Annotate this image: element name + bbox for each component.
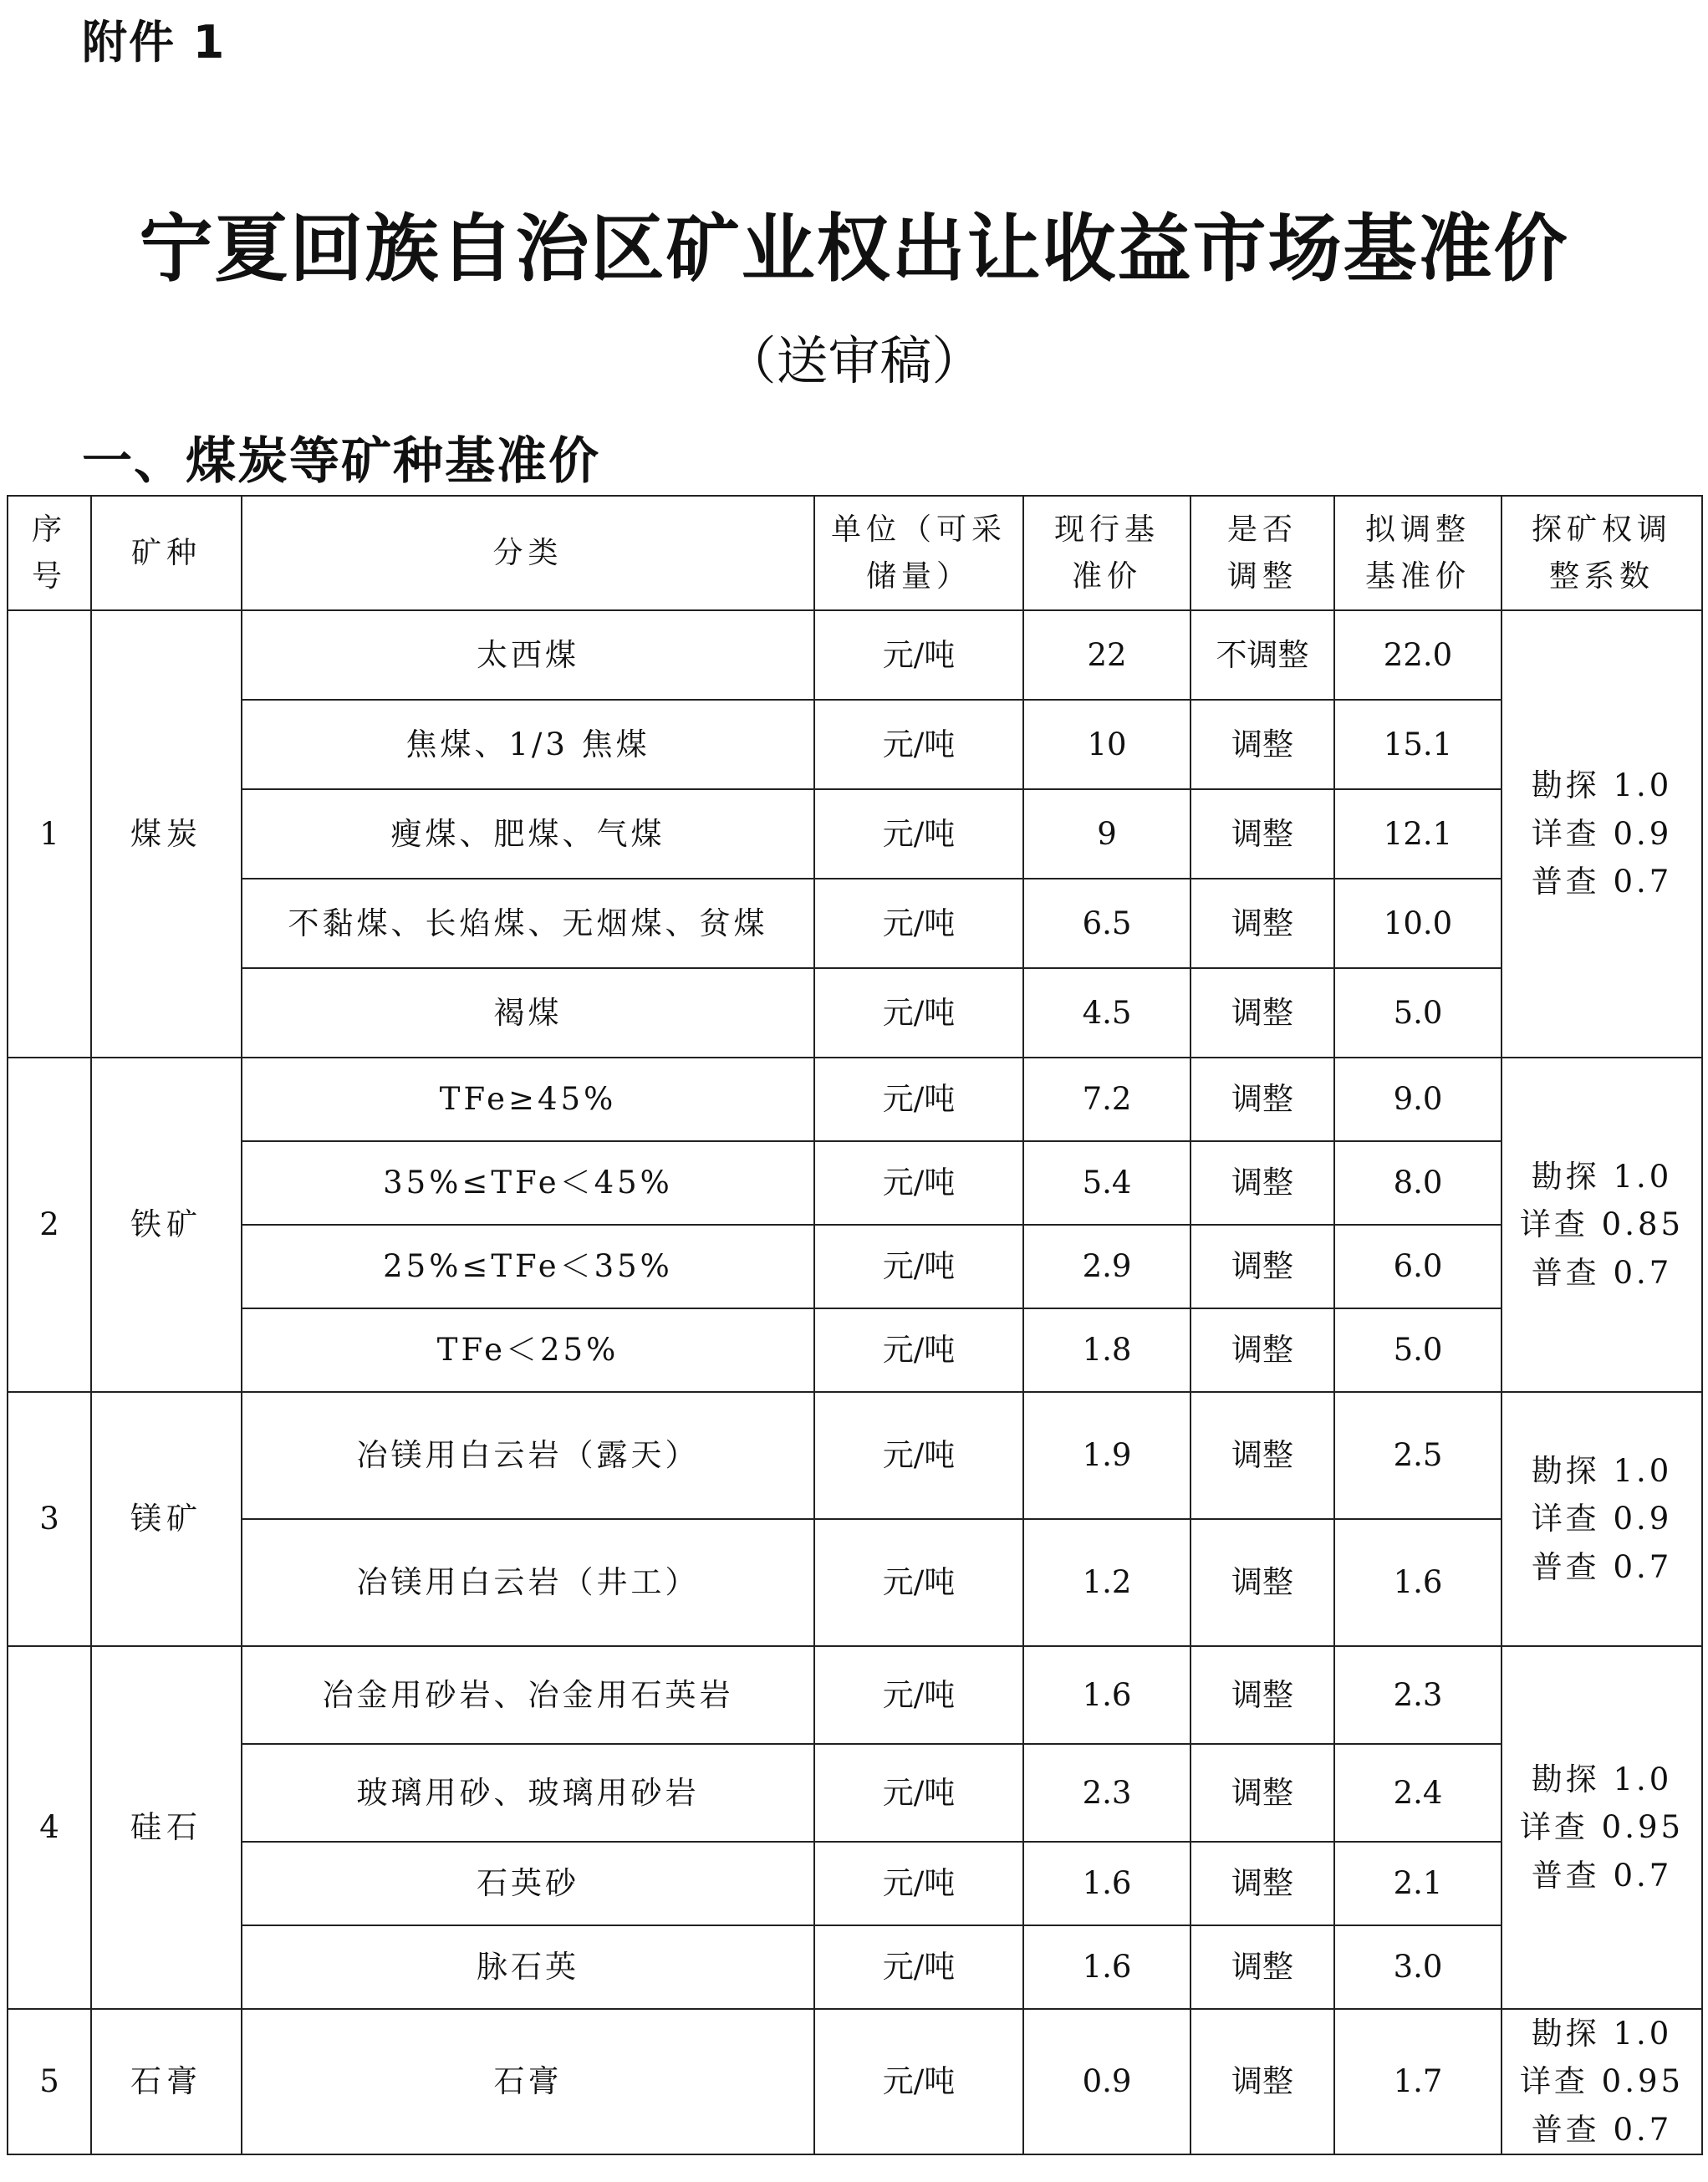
cell-current-price: 7.2 bbox=[1023, 1058, 1191, 1141]
cell-coefficient bbox=[1502, 1646, 1702, 2009]
cell-adjust: 调整 bbox=[1191, 1141, 1334, 1225]
cell-adjust: 调整 bbox=[1191, 789, 1334, 879]
cell-unit: 元/吨 bbox=[814, 789, 1023, 879]
table-row bbox=[8, 1225, 1702, 1308]
base-price-table bbox=[7, 495, 1703, 2155]
cell-adjust: 调整 bbox=[1191, 2009, 1334, 2154]
header-category: 分类 bbox=[242, 496, 814, 610]
coefficient-line: 普查 0.7 bbox=[1531, 1857, 1673, 1894]
header-current-price bbox=[1023, 496, 1191, 610]
cell-current-price: 1.6 bbox=[1023, 1646, 1191, 1744]
header-no-line: 序 bbox=[31, 512, 67, 547]
cell-current-price: 1.9 bbox=[1023, 1392, 1191, 1519]
cell-current-price: 1.2 bbox=[1023, 1519, 1191, 1646]
cell-mineral: 煤炭 bbox=[91, 610, 242, 1058]
cell-category: 玻璃用砂、玻璃用砂岩 bbox=[242, 1744, 814, 1842]
header-unit-line: 单位（可采 bbox=[830, 512, 1007, 547]
cell-current-price: 0.9 bbox=[1023, 2009, 1191, 2154]
cell-adjust: 调整 bbox=[1191, 879, 1334, 968]
cell-unit: 元/吨 bbox=[814, 700, 1023, 789]
cell-adjust: 调整 bbox=[1191, 1058, 1334, 1141]
cell-proposed-price: 1.6 bbox=[1334, 1519, 1502, 1646]
cell-category: 瘦煤、肥煤、气煤 bbox=[242, 789, 814, 879]
header-proposed-line: 基准价 bbox=[1364, 558, 1471, 594]
cell-category: 焦煤、1/3 焦煤 bbox=[242, 700, 814, 789]
table-row bbox=[8, 1058, 1702, 1141]
cell-unit: 元/吨 bbox=[814, 1225, 1023, 1308]
table-row bbox=[8, 879, 1702, 968]
cell-proposed-price: 15.1 bbox=[1334, 700, 1502, 789]
table-row bbox=[8, 700, 1702, 789]
cell-current-price: 9 bbox=[1023, 789, 1191, 879]
coefficient-line: 详查 0.85 bbox=[1519, 1206, 1685, 1243]
cell-mineral: 铁矿 bbox=[91, 1058, 242, 1392]
cell-category: TFe＜25% bbox=[242, 1308, 814, 1392]
cell-current-price: 2.9 bbox=[1023, 1225, 1191, 1308]
cell-category: 褐煤 bbox=[242, 968, 814, 1058]
cell-current-price: 5.4 bbox=[1023, 1141, 1191, 1225]
coefficient-line: 详查 0.9 bbox=[1531, 1501, 1673, 1537]
cell-adjust: 调整 bbox=[1191, 1308, 1334, 1392]
table-row bbox=[8, 789, 1702, 879]
table-row bbox=[8, 968, 1702, 1058]
coefficient-line: 勘探 1.0 bbox=[1531, 1158, 1673, 1195]
cell-adjust: 调整 bbox=[1191, 1744, 1334, 1842]
header-current-line: 现行基 bbox=[1053, 512, 1160, 547]
table-row bbox=[8, 1141, 1702, 1225]
coefficient-line: 勘探 1.0 bbox=[1531, 2016, 1673, 2052]
header-adjust bbox=[1191, 496, 1334, 610]
header-coefficient bbox=[1502, 496, 1702, 610]
cell-category: 不黏煤、长焰煤、无烟煤、贫煤 bbox=[242, 879, 814, 968]
header-proposed-price bbox=[1334, 496, 1502, 610]
header-current-line: 准价 bbox=[1071, 558, 1142, 594]
cell-current-price: 2.3 bbox=[1023, 1744, 1191, 1842]
cell-proposed-price: 9.0 bbox=[1334, 1058, 1502, 1141]
cell-category: 石膏 bbox=[242, 2009, 814, 2154]
coefficient-line: 普查 0.7 bbox=[1531, 864, 1673, 900]
cell-no: 3 bbox=[8, 1392, 91, 1646]
cell-current-price: 1.8 bbox=[1023, 1308, 1191, 1392]
cell-unit: 元/吨 bbox=[814, 1392, 1023, 1519]
cell-unit: 元/吨 bbox=[814, 1058, 1023, 1141]
cell-unit: 元/吨 bbox=[814, 879, 1023, 968]
cell-proposed-price: 2.5 bbox=[1334, 1392, 1502, 1519]
cell-unit: 元/吨 bbox=[814, 1646, 1023, 1744]
cell-unit: 元/吨 bbox=[814, 1744, 1023, 1842]
coefficient-line: 普查 0.7 bbox=[1531, 1548, 1673, 1585]
cell-category: 35%≤TFe＜45% bbox=[242, 1141, 814, 1225]
cell-category: 25%≤TFe＜35% bbox=[242, 1225, 814, 1308]
cell-proposed-price: 2.1 bbox=[1334, 1842, 1502, 1925]
header-no-line: 号 bbox=[31, 558, 67, 594]
table-row bbox=[8, 1842, 1702, 1925]
cell-mineral: 镁矿 bbox=[91, 1392, 242, 1646]
header-proposed-line: 拟调整 bbox=[1364, 512, 1471, 547]
cell-proposed-price: 5.0 bbox=[1334, 968, 1502, 1058]
cell-category: 脉石英 bbox=[242, 1925, 814, 2009]
cell-proposed-price: 10.0 bbox=[1334, 879, 1502, 968]
cell-current-price: 10 bbox=[1023, 700, 1191, 789]
cell-adjust: 调整 bbox=[1191, 1646, 1334, 1744]
header-unit-line: 储量） bbox=[865, 558, 971, 594]
table-row bbox=[8, 1646, 1702, 1744]
cell-unit: 元/吨 bbox=[814, 610, 1023, 700]
cell-category: 冶金用砂岩、冶金用石英岩 bbox=[242, 1646, 814, 1744]
cell-proposed-price: 2.3 bbox=[1334, 1646, 1502, 1744]
header-no bbox=[8, 496, 91, 610]
cell-adjust: 调整 bbox=[1191, 1842, 1334, 1925]
section-heading: 一、煤炭等矿种基准价 bbox=[82, 432, 600, 491]
cell-unit: 元/吨 bbox=[814, 1925, 1023, 2009]
cell-mineral: 石膏 bbox=[91, 2009, 242, 2154]
table-row bbox=[8, 1519, 1702, 1646]
coefficient-line: 详查 0.9 bbox=[1531, 815, 1673, 852]
cell-unit: 元/吨 bbox=[814, 1519, 1023, 1646]
document-subtitle: （送审稿） bbox=[724, 330, 984, 391]
cell-category: 石英砂 bbox=[242, 1842, 814, 1925]
cell-proposed-price: 2.4 bbox=[1334, 1744, 1502, 1842]
cell-current-price: 6.5 bbox=[1023, 879, 1191, 968]
cell-adjust: 不调整 bbox=[1191, 610, 1334, 700]
cell-current-price: 22 bbox=[1023, 610, 1191, 700]
cell-proposed-price: 8.0 bbox=[1334, 1141, 1502, 1225]
cell-unit: 元/吨 bbox=[814, 1141, 1023, 1225]
table-header-row bbox=[8, 496, 1702, 610]
cell-current-price: 1.6 bbox=[1023, 1925, 1191, 2009]
coefficient-line: 普查 0.7 bbox=[1531, 1254, 1673, 1291]
coefficient-line: 详查 0.95 bbox=[1519, 1809, 1685, 1846]
table-row bbox=[8, 2009, 1702, 2154]
cell-unit: 元/吨 bbox=[814, 1842, 1023, 1925]
cell-unit: 元/吨 bbox=[814, 1308, 1023, 1392]
table-row bbox=[8, 1925, 1702, 2009]
cell-current-price: 4.5 bbox=[1023, 968, 1191, 1058]
header-unit bbox=[814, 496, 1023, 610]
cell-no: 2 bbox=[8, 1058, 91, 1392]
cell-proposed-price: 22.0 bbox=[1334, 610, 1502, 700]
cell-proposed-price: 12.1 bbox=[1334, 789, 1502, 879]
cell-category: 冶镁用白云岩（井工） bbox=[242, 1519, 814, 1646]
coefficient-line: 详查 0.95 bbox=[1519, 2063, 1685, 2100]
cell-category: 冶镁用白云岩（露天） bbox=[242, 1392, 814, 1519]
coefficient-line: 勘探 1.0 bbox=[1531, 1452, 1673, 1489]
cell-proposed-price: 1.7 bbox=[1334, 2009, 1502, 2154]
cell-adjust: 调整 bbox=[1191, 1392, 1334, 1519]
table-body bbox=[8, 610, 1702, 2154]
cell-category: 太西煤 bbox=[242, 610, 814, 700]
cell-adjust: 调整 bbox=[1191, 1519, 1334, 1646]
cell-adjust: 调整 bbox=[1191, 968, 1334, 1058]
cell-coefficient bbox=[1502, 610, 1702, 1058]
coefficient-line: 普查 0.7 bbox=[1531, 2111, 1673, 2148]
cell-adjust: 调整 bbox=[1191, 1925, 1334, 2009]
header-coef-line: 探矿权调 bbox=[1531, 512, 1672, 547]
coefficient-line: 勘探 1.0 bbox=[1531, 1761, 1673, 1797]
attachment-label: 附件 1 bbox=[82, 16, 227, 69]
cell-no: 1 bbox=[8, 610, 91, 1058]
cell-no: 5 bbox=[8, 2009, 91, 2154]
document-title: 宁夏回族自治区矿业权出让收益市场基准价 bbox=[139, 205, 1569, 292]
header-coef-line: 整系数 bbox=[1548, 558, 1654, 594]
cell-current-price: 1.6 bbox=[1023, 1842, 1191, 1925]
cell-adjust: 调整 bbox=[1191, 700, 1334, 789]
table-row bbox=[8, 1392, 1702, 1519]
table-row bbox=[8, 1308, 1702, 1392]
table-row bbox=[8, 1744, 1702, 1842]
cell-unit: 元/吨 bbox=[814, 968, 1023, 1058]
cell-mineral: 硅石 bbox=[91, 1646, 242, 2009]
cell-proposed-price: 6.0 bbox=[1334, 1225, 1502, 1308]
cell-unit: 元/吨 bbox=[814, 2009, 1023, 2154]
cell-adjust: 调整 bbox=[1191, 1225, 1334, 1308]
table-row bbox=[8, 610, 1702, 700]
cell-no: 4 bbox=[8, 1646, 91, 2009]
header-adjust-line: 是否 bbox=[1226, 512, 1298, 547]
cell-proposed-price: 5.0 bbox=[1334, 1308, 1502, 1392]
coefficient-line: 勘探 1.0 bbox=[1531, 767, 1673, 804]
cell-coefficient bbox=[1502, 1392, 1702, 1646]
cell-proposed-price: 3.0 bbox=[1334, 1925, 1502, 2009]
cell-category: TFe≥45% bbox=[242, 1058, 814, 1141]
cell-coefficient bbox=[1502, 2009, 1702, 2154]
header-mineral: 矿种 bbox=[91, 496, 242, 610]
header-adjust-line: 调整 bbox=[1226, 558, 1298, 594]
cell-coefficient bbox=[1502, 1058, 1702, 1392]
